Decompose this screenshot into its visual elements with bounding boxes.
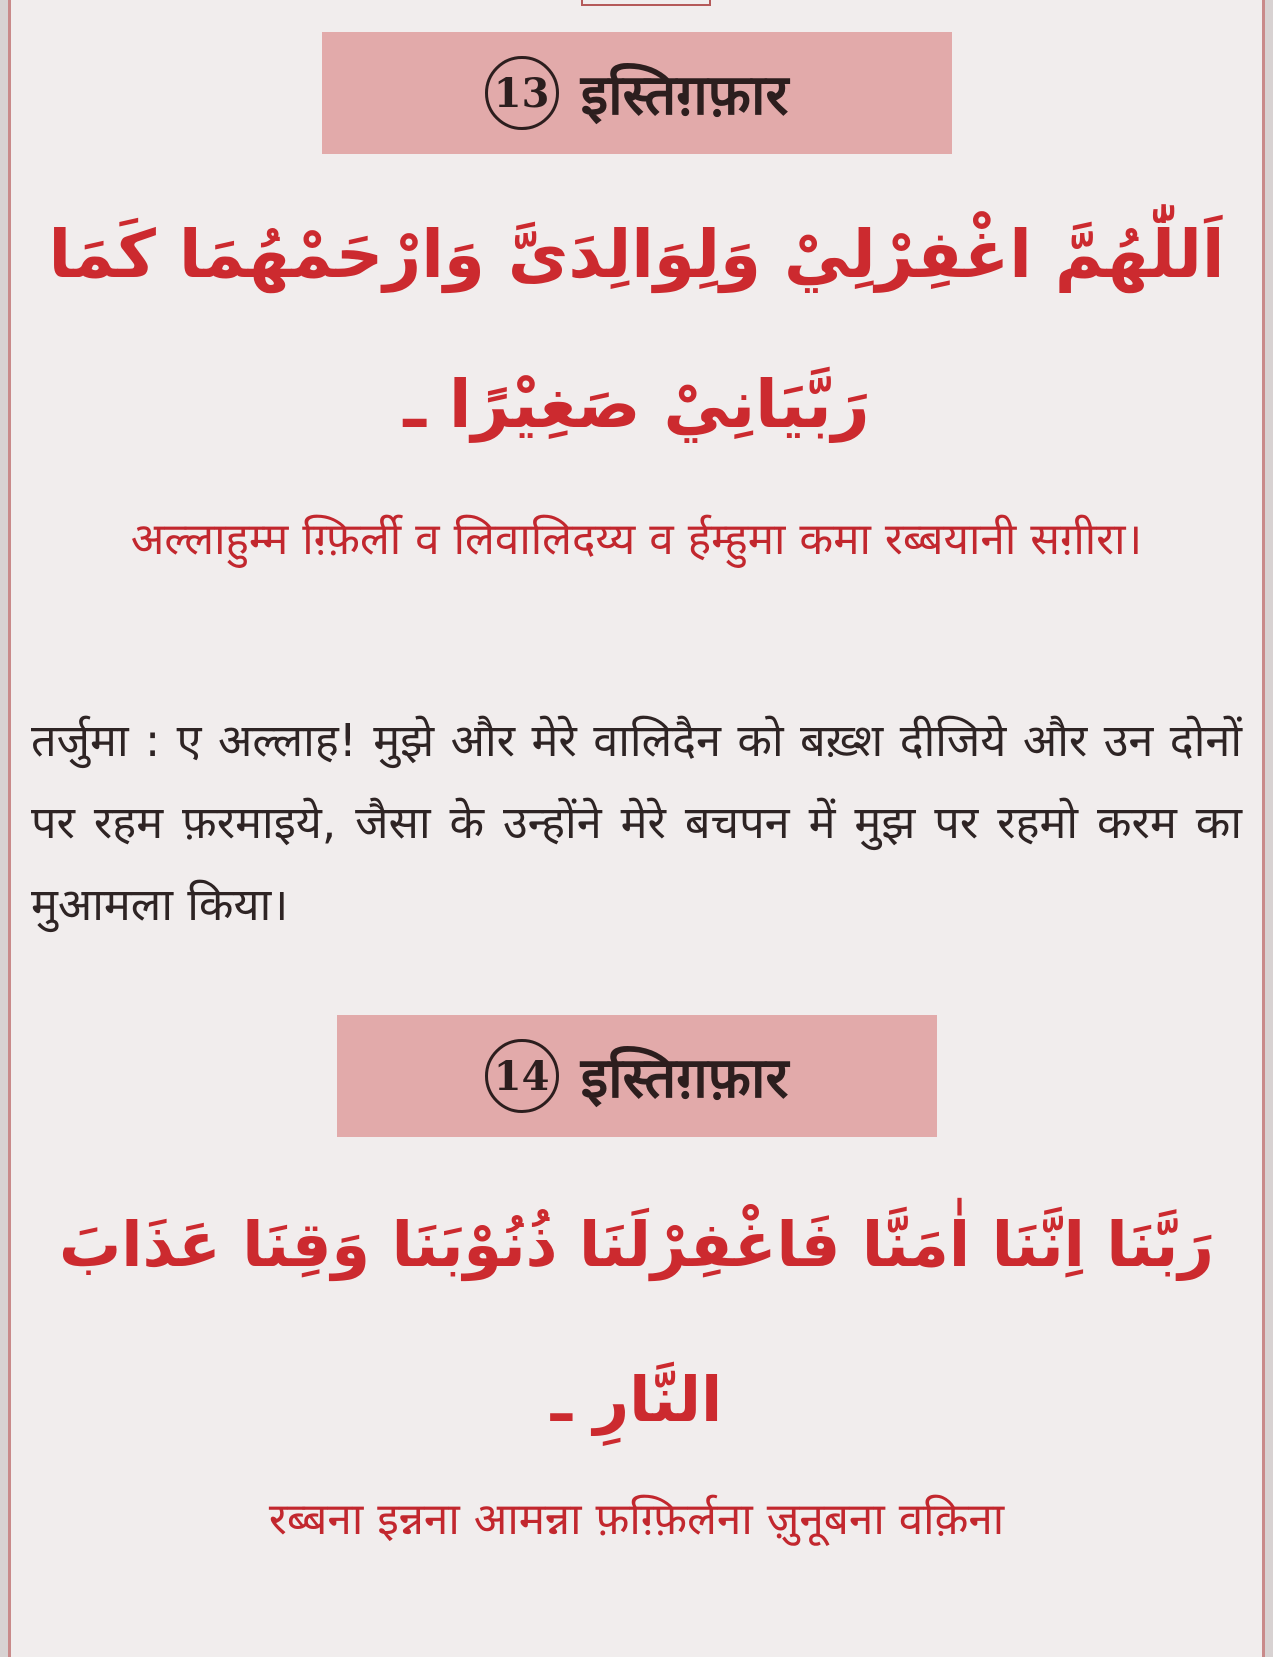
section-13-header [322, 32, 952, 154]
arabic-dua-line-2: رَبَّيَانِيْ صَغِيْرًا ـ [403, 366, 870, 443]
transliteration-text: रब्बना इन्नना आमन्ना फ़ग़्फ़िर्लना ज़ुनूबना वक़िना [268, 1494, 1005, 1545]
transliteration-text: अल्लाहुम्म ग़्फ़िर्ली व लिवालिदय्य व र्हम्हुमा कमा रब्बयानी सग़ीरा। [130, 514, 1143, 565]
section-title: इस्तिग़फ़ार [580, 63, 789, 128]
arabic-dua-line-1: اَللّٰهُمَّ اغْفِرْلِيْ وَلِوَالِدَىَّ وَارْحَمْهُمَا كَمَا [48, 216, 1225, 293]
page-top-tab [581, 0, 711, 6]
book-page [8, 0, 1265, 1657]
section-14-header [337, 1015, 937, 1137]
arabic-dua-line-1: رَبَّنَا اِنَّنَا اٰمَنَّا فَاغْفِرْلَنَا ذُنُوْبَنَا وَقِنَا عَذَابَ [59, 1208, 1214, 1281]
translation-text: तर्जुमा : ए अल्लाह! मुझे और मेरे वालिदैन को बख़्श दीजिये और उन दोनों पर रहम फ़रमाइये, जैसा के उन्होंने मेरे बचपन में मुझ पर रहमो करम का मुआमला किया। [31, 714, 1242, 931]
section-number-badge: 14 [485, 1039, 559, 1113]
section-title: इस्तिग़फ़ार [580, 1046, 789, 1111]
arabic-dua-line-2: النَّارِ ـ [550, 1363, 723, 1436]
section-number-badge: 13 [485, 56, 559, 130]
